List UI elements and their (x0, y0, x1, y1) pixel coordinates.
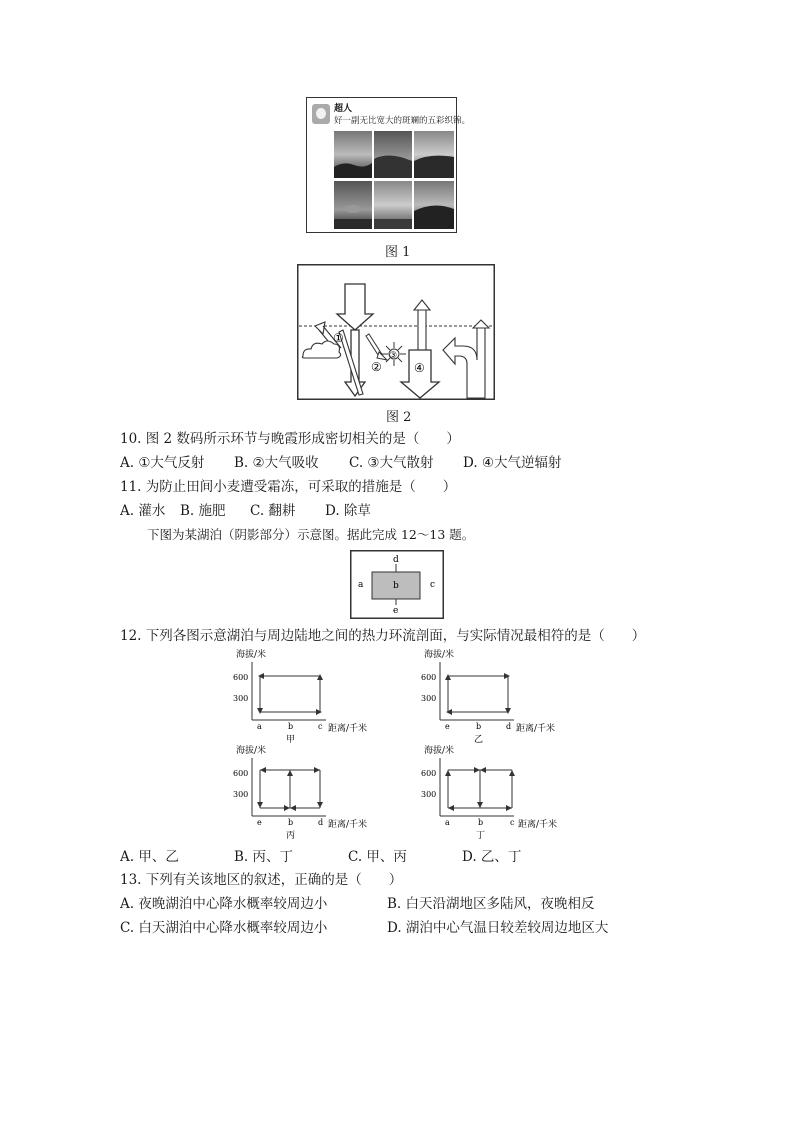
avatar (312, 104, 330, 124)
tick-300: 300 (421, 694, 437, 703)
xlabel: 距离/千米 (328, 820, 368, 830)
q13-stem: 13. 下列有关该地区的叙述，正确的是（ ） (120, 872, 403, 888)
q10-option-a: A. ①大气反射 (120, 455, 205, 471)
x-label: e (257, 818, 262, 827)
section-intro: 下图为某湖泊（阴影部分）示意图。据此完成 12～13 题。 (147, 527, 475, 542)
tick-600: 600 (421, 673, 437, 682)
q12-option-a: A. 甲、乙 (120, 849, 179, 865)
lake-label-d: d (393, 555, 399, 565)
ylabel: 海拔/米 (424, 650, 455, 660)
label-4: ④ (414, 361, 425, 375)
label-3: ③ (389, 351, 398, 361)
tick-600: 600 (421, 769, 437, 778)
x-label: b (288, 722, 294, 731)
x-label: c (318, 722, 323, 731)
x-label: a (445, 818, 450, 827)
tick-300: 300 (233, 790, 249, 799)
x-label: b (478, 818, 484, 827)
panel-jia (230, 648, 390, 744)
q11-stem: 11. 为防止田间小麦遭受霜冻，可采取的措施是（ ） (120, 479, 457, 495)
xlabel: 距离/千米 (518, 820, 558, 830)
tick-300: 300 (233, 694, 249, 703)
lake-label-c: c (430, 580, 436, 590)
q11-option-c: C. 翻耕 (250, 503, 296, 519)
q11-option-d: D. 除草 (325, 503, 371, 519)
ylabel: 海拔/米 (424, 746, 455, 756)
x-label: b (476, 722, 482, 731)
post-user-name: 超人 (334, 104, 353, 114)
panel-name: 丁 (476, 831, 486, 840)
q11-option-b: B. 施肥 (180, 503, 226, 519)
lake-diagram (350, 550, 444, 619)
xlabel: 距离/千米 (516, 724, 556, 734)
ylabel: 海拔/米 (236, 746, 267, 756)
figure-1-caption: 图 1 (385, 245, 411, 260)
lake-label-e: e (393, 606, 399, 616)
panel-name: 乙 (474, 735, 484, 744)
tick-600: 600 (233, 769, 249, 778)
label-1: ① (333, 331, 344, 345)
x-label: d (318, 818, 324, 827)
q12-option-d: D. 乙、丁 (462, 849, 522, 865)
figure-2-diagram (297, 264, 495, 400)
figure-1 (306, 97, 471, 233)
q13-option-a: A. 夜晚湖泊中心降水概率较周边小 (120, 896, 328, 912)
q13-option-d: D. 湖泊中心气温日较差较周边地区大 (387, 920, 609, 936)
figure-2-caption: 图 2 (386, 410, 412, 425)
xlabel: 距离/千米 (328, 724, 368, 734)
q13-option-b: B. 白天沿湖地区多陆风，夜晚相反 (387, 896, 595, 912)
lake-label-b: b (393, 581, 399, 591)
lake-label-a: a (358, 580, 364, 590)
q10-option-c: C. ③大气散射 (349, 455, 434, 471)
q11-option-a: A. 灌水 (120, 503, 166, 519)
panel-name: 甲 (286, 735, 296, 744)
x-label: b (288, 818, 294, 827)
panel-name: 丙 (286, 831, 296, 840)
tick-300: 300 (421, 790, 437, 799)
q10-stem: 10. 图 2 数码所示环节与晚霞形成密切相关的是（ ） (120, 431, 460, 447)
q12-option-c: C. 甲、丙 (348, 849, 407, 865)
ylabel: 海拔/米 (236, 650, 267, 660)
q10-option-d: D. ④大气逆辐射 (463, 455, 562, 471)
panel-yi (418, 648, 578, 744)
post-text: 好一副无比宽大的斑斓的五彩织锦。 (334, 116, 471, 126)
x-label: e (445, 722, 450, 731)
panel-ding (418, 744, 578, 840)
x-label: d (506, 722, 512, 731)
label-2: ② (371, 360, 382, 374)
x-label: c (510, 818, 515, 827)
q13-option-c: C. 白天湖泊中心降水概率较周边小 (120, 920, 328, 936)
panel-bing (230, 744, 390, 840)
q12-stem: 12. 下列各图示意湖泊与周边陆地之间的热力环流剖面，与实际情况最相符的是（ ） (120, 628, 646, 644)
x-label: a (257, 722, 262, 731)
q10-option-b: B. ②大气吸收 (234, 455, 319, 471)
tick-600: 600 (233, 673, 249, 682)
q12-option-b: B. 丙、丁 (234, 849, 294, 865)
